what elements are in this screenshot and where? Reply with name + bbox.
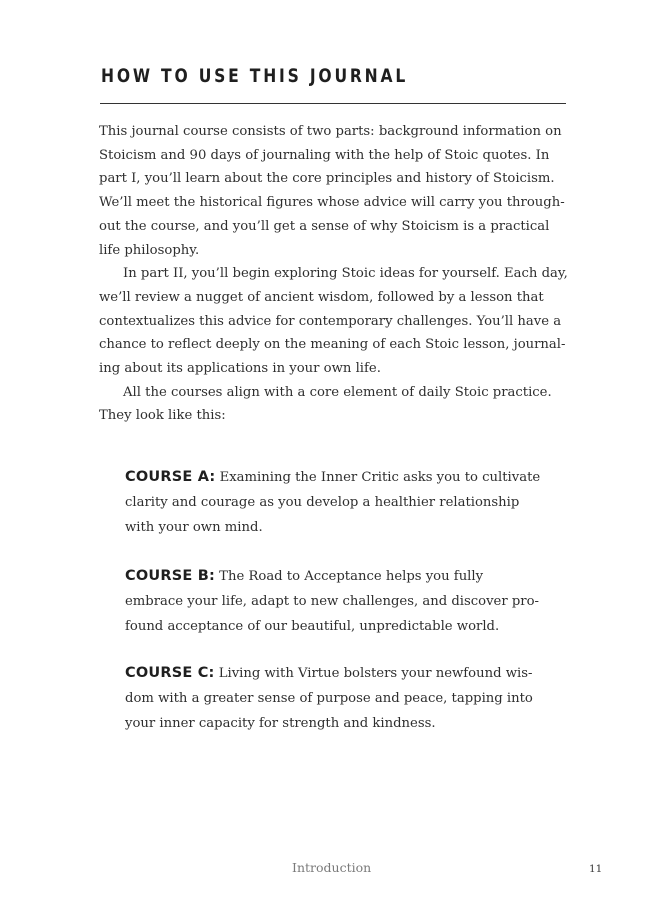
course-text: Examining the Inner Critic asks you to cultivate xyxy=(215,470,541,485)
body-text xyxy=(99,120,569,428)
course-a-entry xyxy=(125,465,565,540)
text-line xyxy=(125,465,565,490)
text-line xyxy=(125,564,565,589)
intro-paragraph xyxy=(99,120,569,262)
text-line: with your own mind. xyxy=(125,520,263,535)
course-b-entry xyxy=(125,564,565,639)
text-line: ing about its applications in your own life. xyxy=(99,361,381,377)
text-line: embrace your life, adapt to new challenges, and discover pro- xyxy=(125,594,539,609)
courses-intro-paragraph xyxy=(99,381,569,428)
course-text: Living with Virtue bolsters your newfound wis- xyxy=(214,666,533,681)
text-line: In part II, you’ll begin exploring Stoic ideas for yourself. Each day, xyxy=(123,266,568,282)
text-line: part I, you’ll learn about the core principles and history of Stoicism. xyxy=(99,171,555,187)
text-line: We’ll meet the historical figures whose advice will carry you through- xyxy=(99,195,565,211)
text-line: contextualizes this advice for contemporary challenges. You’ll have a xyxy=(99,313,562,329)
text-line: life philosophy. xyxy=(99,242,200,258)
text-line: your inner capacity for strength and kindness. xyxy=(125,716,436,731)
text-line: chance to reflect deeply on the meaning of each Stoic lesson, journal- xyxy=(99,337,566,353)
text-line: Stoicism and 90 days of journaling with the help of Stoic quotes. In xyxy=(99,147,550,163)
text-line: we’ll review a nugget of ancient wisdom, followed by a lesson that xyxy=(99,289,544,305)
course-label: COURSE B: xyxy=(125,568,215,584)
title-divider xyxy=(100,103,566,104)
part-two-paragraph xyxy=(99,262,569,381)
text-line: They look like this: xyxy=(99,408,226,424)
course-c-entry xyxy=(125,661,565,736)
text-line: found acceptance of our beautiful, unpredictable world. xyxy=(125,619,500,634)
text-line: dom with a greater sense of purpose and peace, tapping into xyxy=(125,691,533,706)
page-number: 11 xyxy=(589,863,603,875)
text-line: clarity and courage as you develop a healthier relationship xyxy=(125,495,520,510)
text-line xyxy=(125,661,565,686)
text-line: This journal course consists of two parts: background information on xyxy=(99,124,562,139)
footer-section-title: Introduction xyxy=(292,860,372,875)
course-label: COURSE A: xyxy=(125,469,216,485)
course-text: The Road to Acceptance helps you fully xyxy=(214,569,484,584)
text-line: All the courses align with a core element of daily Stoic practice. xyxy=(123,384,552,400)
page-title: HOW TO USE THIS JOURNAL xyxy=(101,65,409,87)
text-line: out the course, and you’ll get a sense of why Stoicism is a practical xyxy=(99,218,550,234)
course-label: COURSE C: xyxy=(125,665,215,681)
